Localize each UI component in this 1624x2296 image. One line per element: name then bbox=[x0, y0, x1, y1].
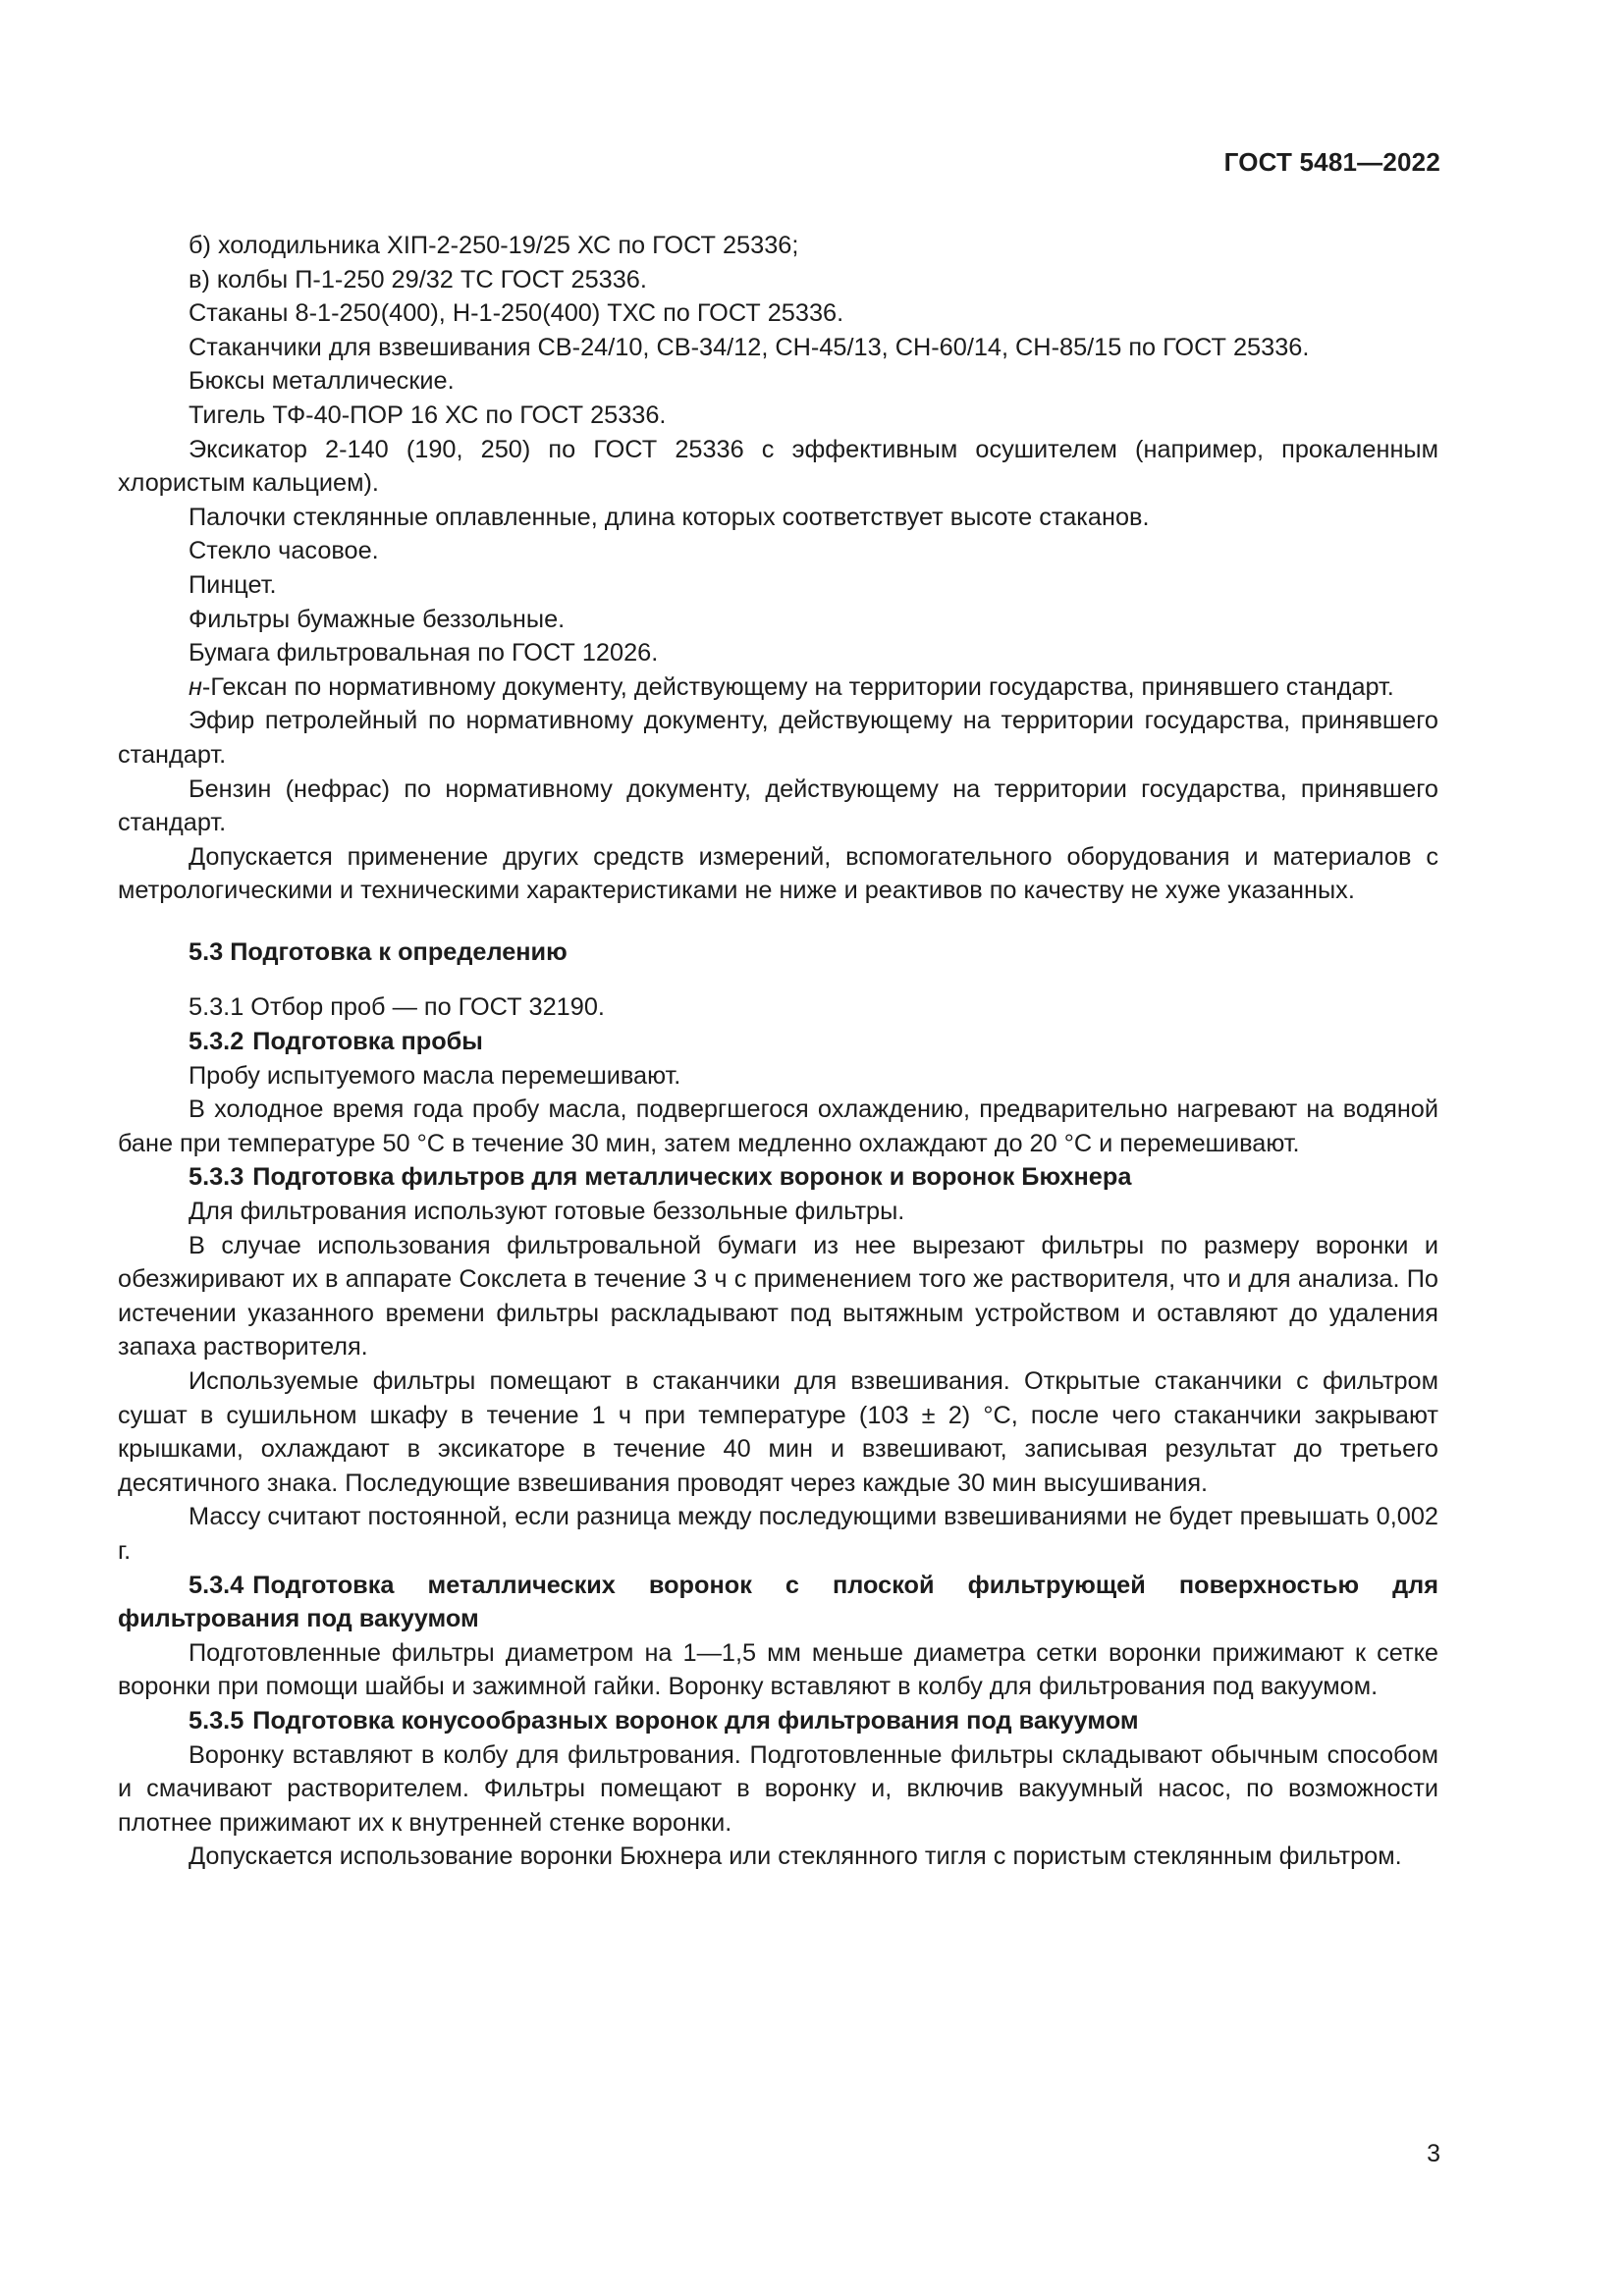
document-body bbox=[118, 229, 1438, 1874]
subsection-title: Подготовка пробы bbox=[252, 1028, 483, 1056]
list-item: б) холодильника ХIП-2-250-19/25 ХС по ГОСТ 25336; bbox=[189, 232, 799, 259]
equipment-paragraph: Пинцет. bbox=[189, 570, 277, 599]
reagent-paragraph: Эфир петролейный по нормативному документу, действующему на территории государства, принявшего стандарт. bbox=[118, 707, 1438, 769]
paragraph: Используемые фильтры помещают в стаканчики для взвешивания. Открытые стаканчики с фильтром сушат в сушильном шкафу в течение 1 ч при температуре (103 ± 2) °С, после чего стаканчики закрывают крышками, охлаждают в эксикаторе в течение 40 мин и взвешивают, записывая результат до третьего десятичного знака. Последующие взвешивания проводят через каждые 30 мин высушивания. bbox=[118, 1367, 1438, 1497]
paragraph: Воронку вставляют в колбу для фильтрования. Подготовленные фильтры складывают обычным способом и смачивают растворителем. Фильтры помещают в воронку и, включив вакуумный насос, по возможности плотнее прижимают их к внутренней стенке воронки. bbox=[118, 1740, 1438, 1837]
paragraph: В случае использования фильтровальной бумаги из нее вырезают фильтры по размеру воронки и обезжиривают их в аппарате Сокслета в течение 3 ч с применением того же растворителя, что и для анализа. По истечении указанного времени фильтры раскладывают под вытяжным устройством и оставляют до удаления запаха растворителя. bbox=[118, 1231, 1438, 1362]
equipment-paragraph: Палочки стеклянные оплавленные, длина которых соответствует высоте стаканов. bbox=[189, 503, 1150, 531]
equipment-paragraph: Стаканы 8-1-250(400), Н-1-250(400) ТХС по ГОСТ 25336. bbox=[189, 299, 844, 328]
paragraph: Массу считают постоянной, если разница между последующими взвешиваниями не будет превышать 0,002 г. bbox=[118, 1503, 1438, 1565]
paragraph: В холодное время года пробу масла, подвергшегося охлаждению, предварительно нагревают на водяной бане при температуре 50 °С в течение 30 мин, затем медленно охлаждают до 20 °С и перемешивают. bbox=[118, 1095, 1438, 1157]
equipment-paragraph: Стекло часовое. bbox=[189, 537, 379, 565]
document-id-header: ГОСТ 5481—2022 bbox=[1223, 147, 1440, 177]
equipment-paragraph: Эксикатор 2-140 (190, 250) по ГОСТ 25336 с эффективным осушителем (например, прокаленным хлористым кальцием). bbox=[118, 435, 1438, 498]
subsection-heading-5-3-2 bbox=[118, 1025, 1438, 1059]
paragraph: Пробу испытуемого масла перемешивают. bbox=[189, 1061, 681, 1090]
subsection-number: 5.3.3 bbox=[189, 1163, 244, 1192]
reagent-paragraph: Бензин (нефрас) по нормативному документу, действующему на территории государства, принявшего стандарт. bbox=[118, 774, 1438, 837]
page-number: 3 bbox=[1427, 2140, 1440, 2167]
subsection-title: Подготовка металлических воронок с плоской фильтрующей поверхностью для фильтрования под вакуумом bbox=[118, 1571, 1438, 1633]
subsection-number: 5.3.2 bbox=[189, 1028, 244, 1056]
subsection-title: Подготовка фильтров для металлических воронок и воронок Бюхнера bbox=[252, 1163, 1132, 1192]
subsection-5-3-1: 5.3.1 Отбор проб — по ГОСТ 32190. bbox=[189, 993, 605, 1022]
section-title-5-3: 5.3 Подготовка к определению bbox=[189, 937, 568, 966]
paragraph: Для фильтрования используют готовые беззольные фильтры. bbox=[189, 1198, 905, 1226]
equipment-paragraph: Бумага фильтровальная по ГОСТ 12026. bbox=[189, 639, 659, 667]
subsection-heading-5-3-3 bbox=[118, 1160, 1438, 1195]
subsection-number: 5.3.5 bbox=[189, 1706, 244, 1735]
subsection-heading-5-3-4 bbox=[118, 1569, 1438, 1636]
reagent-paragraph: Допускается применение других средств измерений, вспомогательного оборудования и материалов с метрологическими и техническими характеристиками не ниже и реактивов по качеству не хуже указанных. bbox=[118, 842, 1438, 905]
subsection-number: 5.3.4 bbox=[189, 1571, 244, 1599]
subsection-heading-5-3-5 bbox=[118, 1704, 1438, 1738]
hexane-text: -Гексан по нормативному документу, действующему на территории государства, принявшего стандарт. bbox=[201, 672, 1394, 701]
hexane-paragraph bbox=[118, 670, 1438, 705]
equipment-paragraph: Тигель ТФ-40-ПОР 16 ХС по ГОСТ 25336. bbox=[189, 400, 667, 429]
paragraph: Допускается использование воронки Бюхнера или стеклянного тигля с пористым стеклянным фильтром. bbox=[189, 1842, 1402, 1871]
equipment-paragraph: Стаканчики для взвешивания СВ-24/10, СВ-34/12, СН-45/13, СН-60/14, СН-85/15 по ГОСТ 25336. bbox=[189, 333, 1310, 361]
hexane-italic-prefix: н bbox=[189, 672, 202, 701]
paragraph: Подготовленные фильтры диаметром на 1—1,5 мм меньше диаметра сетки воронки прижимают к сетке воронки при помощи шайбы и зажимной гайки. Воронку вставляют в колбу для фильтрования под вакуумом. bbox=[118, 1638, 1438, 1701]
list-item: в) колбы П-1-250 29/32 ТС ГОСТ 25336. bbox=[189, 265, 647, 294]
subsection-title: Подготовка конусообразных воронок для фильтрования под вакуумом bbox=[252, 1706, 1139, 1735]
equipment-paragraph: Фильтры бумажные беззольные. bbox=[189, 605, 566, 633]
equipment-paragraph: Бюксы металлические. bbox=[189, 367, 455, 396]
